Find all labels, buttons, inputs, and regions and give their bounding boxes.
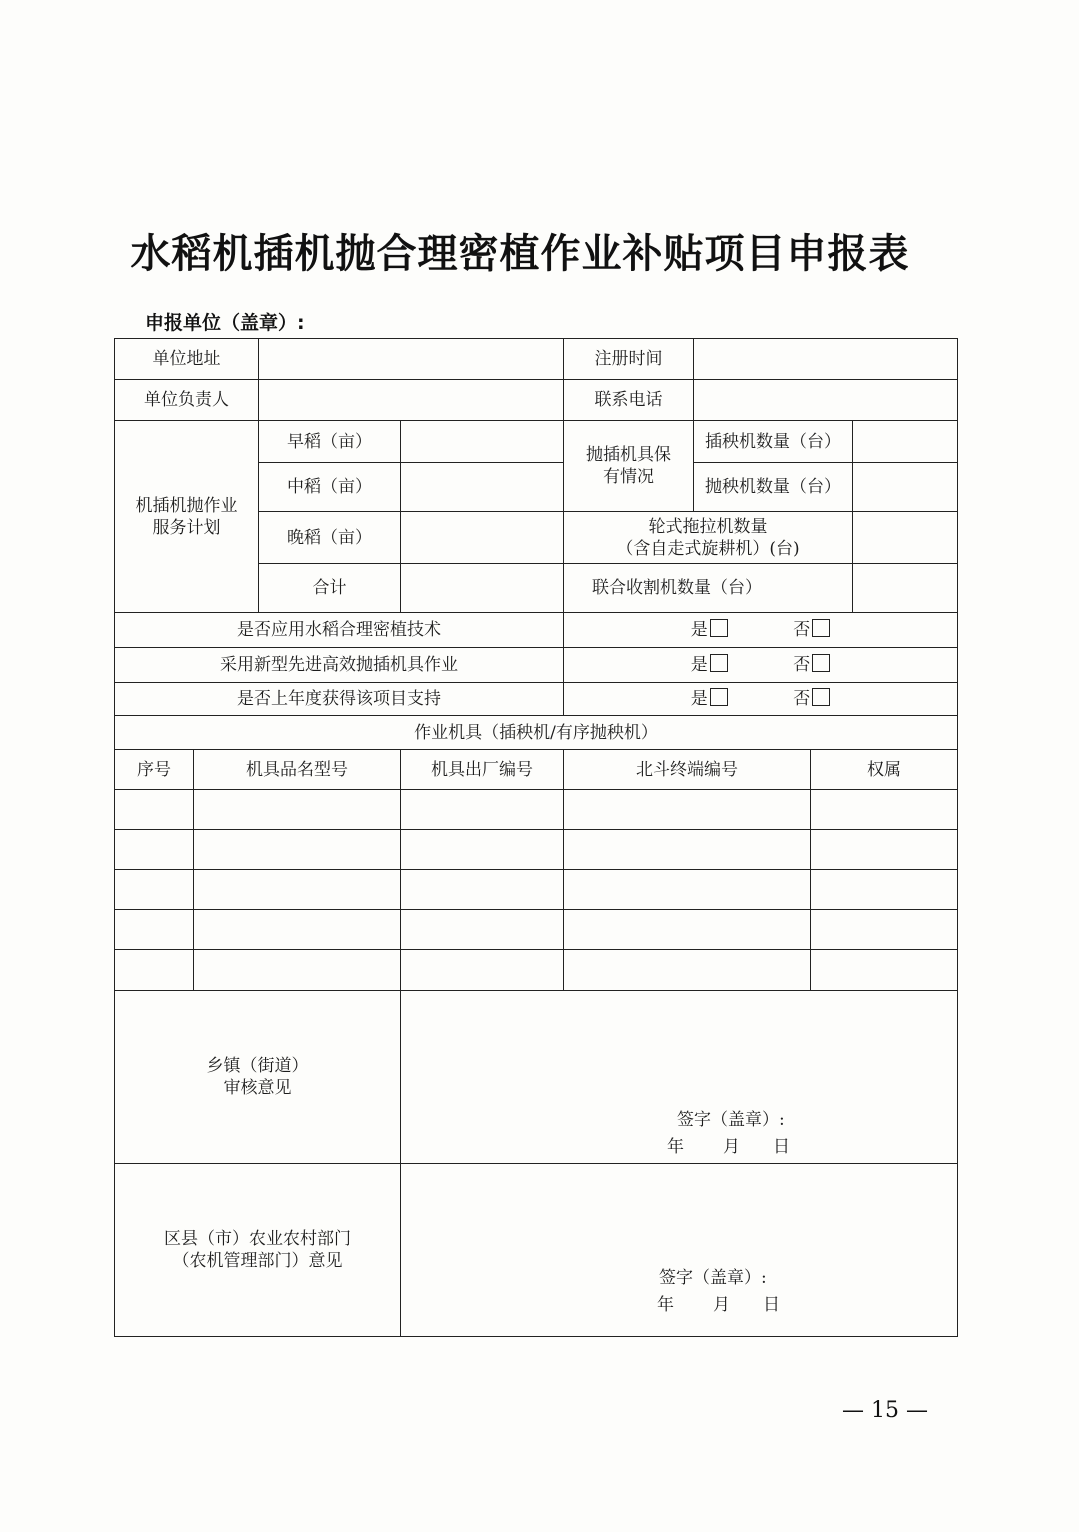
no-label: 否 (793, 620, 811, 640)
county-date-month: 月 (713, 1295, 730, 1315)
cell[interactable] (811, 910, 958, 950)
town-sign-label: 签字（盖章）: (677, 1110, 785, 1130)
no-checkbox[interactable] (812, 654, 830, 672)
county-review-field[interactable] (401, 1164, 958, 1337)
transplanter-count-field[interactable] (853, 421, 958, 463)
no-checkbox[interactable] (812, 619, 830, 637)
col-header-serial: 序号 (115, 750, 194, 790)
question-dense-planting-options (564, 613, 958, 648)
total-field[interactable] (401, 564, 564, 613)
town-review-line2: 审核意见 (223, 1078, 292, 1098)
unit-leader-field[interactable] (259, 380, 564, 421)
no-label: 否 (793, 689, 811, 709)
unit-leader-label: 单位负责人 (115, 380, 259, 421)
county-date-year: 年 (657, 1295, 674, 1315)
county-review-line1: 区县（市）农业农村部门 (164, 1229, 351, 1249)
cell[interactable] (811, 830, 958, 870)
early-rice-field[interactable] (401, 421, 564, 463)
cell[interactable] (564, 790, 811, 830)
yes-no-group (691, 619, 830, 641)
yes-label: 是 (690, 655, 708, 675)
cell[interactable] (401, 870, 564, 910)
thrower-count-label: 抛秧机数量（台） (694, 463, 853, 512)
county-review-label (115, 1164, 401, 1337)
cell[interactable] (194, 790, 401, 830)
transplanter-count-label: 插秧机数量（台） (694, 421, 853, 463)
phone-label: 联系电话 (564, 380, 694, 421)
yes-label: 是 (690, 620, 708, 640)
harvester-count-label: 联合收割机数量（台） (564, 564, 853, 613)
town-date-month: 月 (723, 1137, 740, 1157)
phone-field[interactable] (694, 380, 958, 421)
cell[interactable] (115, 910, 194, 950)
page-number: — 15 — (842, 1398, 928, 1423)
table-row (115, 910, 958, 950)
application-form-table (114, 338, 958, 1337)
cell[interactable] (564, 870, 811, 910)
town-review-label (115, 991, 401, 1164)
cell[interactable] (564, 910, 811, 950)
yes-no-group (691, 654, 830, 676)
cell[interactable] (401, 910, 564, 950)
harvester-count-field[interactable] (853, 564, 958, 613)
cell[interactable] (401, 950, 564, 991)
machine-holding-label (564, 421, 694, 512)
late-rice-label: 晚稻（亩） (259, 512, 401, 564)
cell[interactable] (194, 870, 401, 910)
no-label: 否 (793, 655, 811, 675)
applicant-unit-label: 申报单位（盖章）: (145, 312, 305, 334)
question-last-year-support-options (564, 683, 958, 716)
cell[interactable] (115, 870, 194, 910)
cell[interactable] (401, 830, 564, 870)
county-review-line2: （农机管理部门）意见 (172, 1251, 343, 1271)
late-rice-field[interactable] (401, 512, 564, 564)
col-header-ownership: 权属 (811, 750, 958, 790)
cell[interactable] (194, 830, 401, 870)
col-header-beidou-no: 北斗终端编号 (564, 750, 811, 790)
county-date-day: 日 (763, 1295, 780, 1315)
registration-time-label: 注册时间 (564, 339, 694, 380)
town-date-day: 日 (773, 1137, 790, 1157)
question-new-machinery-options (564, 648, 958, 683)
cell[interactable] (115, 790, 194, 830)
town-date-year: 年 (667, 1137, 684, 1157)
yes-checkbox[interactable] (710, 619, 728, 637)
form-title: 水稻机插机抛合理密植作业补贴项目申报表 (130, 231, 910, 277)
registration-time-field[interactable] (694, 339, 958, 380)
yes-checkbox[interactable] (710, 688, 728, 706)
tractor-count-label (564, 512, 853, 564)
unit-address-field[interactable] (259, 339, 564, 380)
cell[interactable] (811, 870, 958, 910)
table-row (115, 830, 958, 870)
question-new-machinery: 采用新型先进高效抛插机具作业 (115, 648, 564, 683)
early-rice-label: 早稻（亩） (259, 421, 401, 463)
tractor-count-field[interactable] (853, 512, 958, 564)
cell[interactable] (564, 830, 811, 870)
cell[interactable] (811, 790, 958, 830)
unit-address-label: 单位地址 (115, 339, 259, 380)
cell[interactable] (811, 950, 958, 991)
no-checkbox[interactable] (812, 688, 830, 706)
tractor-count-line2: （含自走式旋耕机）(台) (616, 538, 800, 559)
table-row (115, 870, 958, 910)
yes-checkbox[interactable] (710, 654, 728, 672)
cell[interactable] (115, 950, 194, 991)
tractor-count-line1: 轮式拖拉机数量 (648, 516, 768, 537)
town-review-field[interactable] (401, 991, 958, 1164)
question-dense-planting: 是否应用水稻合理密植技术 (115, 613, 564, 648)
table-row (115, 950, 958, 991)
county-sign-label: 签字（盖章）: (659, 1268, 767, 1288)
thrower-count-field[interactable] (853, 463, 958, 512)
cell[interactable] (115, 830, 194, 870)
col-header-model: 机具品名型号 (194, 750, 401, 790)
cell[interactable] (194, 950, 401, 991)
yes-label: 是 (690, 689, 708, 709)
question-last-year-support: 是否上年度获得该项目支持 (115, 683, 564, 716)
service-plan-label (115, 421, 259, 613)
col-header-factory-no: 机具出厂编号 (401, 750, 564, 790)
middle-rice-field[interactable] (401, 463, 564, 512)
machine-holding-text: 抛插机具保有情况 (586, 445, 671, 487)
service-plan-text: 机插机抛作业服务计划 (135, 495, 238, 538)
cell[interactable] (564, 950, 811, 991)
table-row (115, 790, 958, 830)
town-review-line1: 乡镇（街道） (206, 1056, 309, 1076)
middle-rice-label: 中稻（亩） (259, 463, 401, 512)
cell[interactable] (194, 910, 401, 950)
equipment-section-title: 作业机具（插秧机/有序抛秧机） (115, 716, 958, 750)
cell[interactable] (401, 790, 564, 830)
total-label: 合计 (259, 564, 401, 613)
yes-no-group (691, 688, 830, 710)
